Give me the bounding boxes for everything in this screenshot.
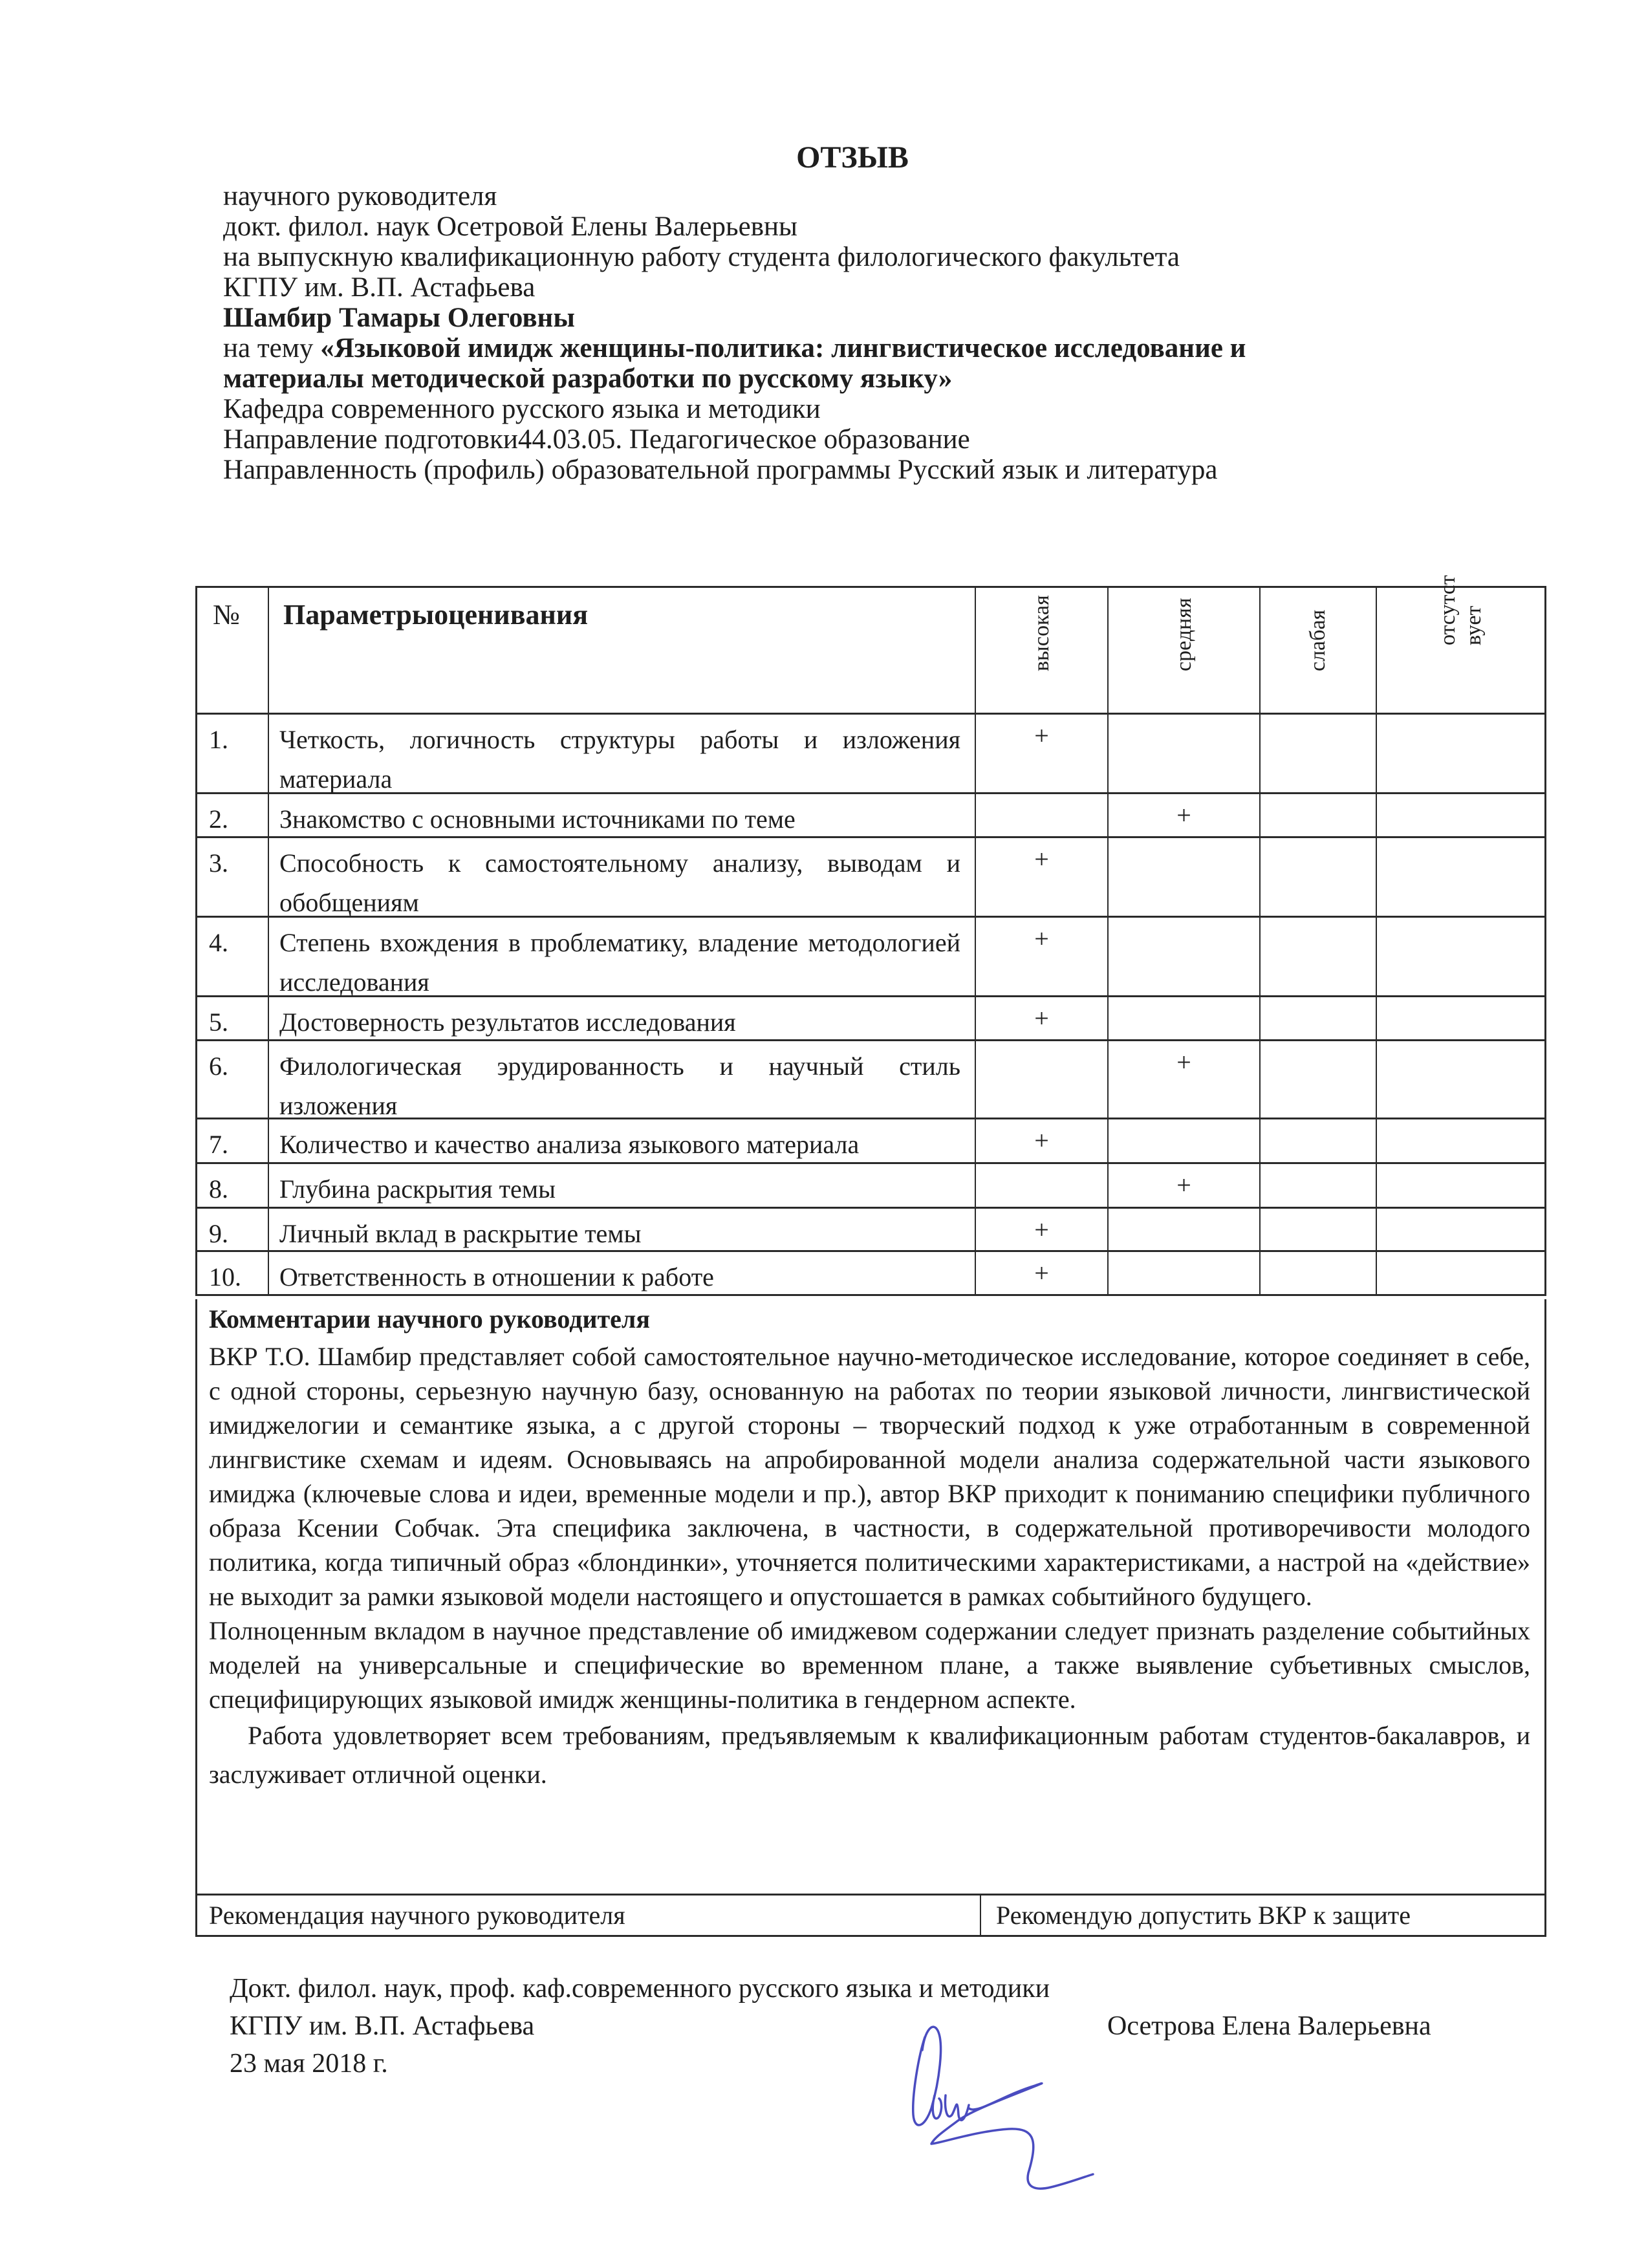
table-row — [195, 1164, 1546, 1209]
rating-cell-high — [975, 715, 1107, 792]
rating-cell-high — [975, 997, 1107, 1039]
topic-line-1 — [223, 333, 1246, 363]
row-parameter: Знакомство с основными источниками по теме — [279, 805, 796, 834]
table-row — [195, 918, 1546, 997]
header-line-university: КГПУ им. В.П. Астафьева — [223, 272, 536, 303]
rating-mark: + — [1176, 1171, 1191, 1200]
rating-cell-high — [975, 794, 1107, 836]
row-parameter: Ответственность в отношении к работе — [279, 1262, 714, 1291]
row-number: 4. — [209, 928, 228, 957]
rating-cell-medium — [1107, 794, 1259, 836]
rating-mark: + — [1176, 801, 1191, 830]
direction: Направление подготовки44.03.05. Педагогическое образование — [223, 424, 970, 455]
rating-cell-high — [975, 1041, 1107, 1118]
rating-cell-high — [975, 1164, 1107, 1207]
row-number: 5. — [209, 1008, 228, 1037]
table-row — [195, 1209, 1546, 1252]
recommendation-label: Рекомендация научного руководителя — [209, 1901, 625, 1930]
column-header-medium: средняя — [1171, 598, 1196, 671]
signer-university: КГПУ им. В.П. Астафьева — [230, 2011, 535, 2041]
row-number: 10. — [209, 1262, 241, 1291]
row-parameter: Личный вклад в раскрытие темы — [279, 1219, 642, 1248]
rating-mark: + — [1034, 1215, 1049, 1244]
row-number: 8. — [209, 1174, 228, 1204]
table-row — [195, 1119, 1546, 1164]
recommendation-divider — [980, 1895, 981, 1935]
student-name: Шамбир Тамары Олеговны — [223, 303, 575, 333]
rating-cell-high — [975, 1252, 1107, 1294]
comments-section — [195, 1299, 1546, 1895]
rating-cell-low — [1259, 794, 1376, 836]
rating-cell-high — [975, 838, 1107, 916]
rating-cell-low — [1259, 918, 1376, 995]
rating-cell-medium — [1107, 918, 1259, 995]
column-header-low: слабая — [1306, 609, 1330, 671]
rating-cell-low — [1259, 1041, 1376, 1118]
row-number: 6. — [209, 1052, 228, 1081]
table-row — [195, 997, 1546, 1041]
rating-cell-medium — [1107, 715, 1259, 792]
rating-cell-low — [1259, 1164, 1376, 1207]
rating-mark: + — [1034, 721, 1049, 750]
rating-cell-low — [1259, 715, 1376, 792]
rating-cell-absent — [1376, 1209, 1546, 1250]
rating-cell-low — [1259, 1209, 1376, 1250]
recommendation-value: Рекомендую допустить ВКР к защите — [996, 1901, 1411, 1930]
rating-cell-low — [1259, 1252, 1376, 1294]
rating-cell-absent — [1376, 715, 1546, 792]
row-parameter: Четкость, логичность структуры работы и изложения материала — [279, 725, 960, 794]
rating-cell-medium — [1107, 1164, 1259, 1207]
topic-prefix: на тему — [223, 333, 321, 363]
rating-cell-absent — [1376, 1119, 1546, 1162]
profile: Направленность (профиль) образовательной программы Русский язык и литература — [223, 455, 1218, 485]
row-parameter: Достоверность результатов исследования — [279, 1008, 736, 1037]
table-header-row — [195, 575, 1546, 715]
rating-cell-high — [975, 918, 1107, 995]
comments-heading: Комментарии научного руководителя — [209, 1304, 650, 1334]
topic-line-2: материалы методической разработки по русскому языку» — [223, 363, 953, 394]
rating-cell-low — [1259, 838, 1376, 916]
comment-paragraph-1: ВКР Т.О. Шамбир представляет собой самостоятельное научно-методическое исследование, которое соединяет в себе, с одной стороны, серьезную научную базу, основанную на работах по теории языковой личности, лингвистической имиджелогии и семантике языка, а с другой стороны – творческий подход к уже отработанным в современной лингвистике схемам и идеям. Основываясь на апробированной модели анализа содержательной части языкового имиджа (ключевые слова и идеи, временные модели и пр.), автор ВКР приходит к пониманию специфики публичного образа Ксении Собчак. Эта специфика заключена, в частности, в содержательной противоречивости молодого политика, когда типичный образ «блондинки», уточняется политическими характеристиками, а настрой на «действие» не выходит за рамки языковой модели настоящего и опустошается в рамках событийного будущего. — [209, 1342, 1530, 1611]
row-number: 7. — [209, 1130, 228, 1159]
rating-cell-absent — [1376, 918, 1546, 995]
column-header-param: Параметрыоценивания — [283, 599, 589, 631]
rating-cell-absent — [1376, 997, 1546, 1039]
signature-date: 23 мая 2018 г. — [230, 2049, 388, 2079]
rating-mark: + — [1034, 924, 1049, 953]
comment-paragraph-3: Работа удовлетворяет всем требованиям, предъявляемым к квалификационным работам студентов-бакалавров, и заслуживает отличной оценки. — [209, 1721, 1530, 1789]
rating-mark: + — [1034, 1126, 1049, 1155]
topic-title: «Языковой имидж женщины-политика: лингвистическое исследование и — [320, 333, 1246, 363]
column-header-absent: отсутст вует — [1435, 575, 1486, 645]
comment-paragraph-2: Полноценным вкладом в научное представление об имиджевом содержании следует признать разделение событийных моделей на универсальные и специфические во временном плане, а также выявление субъетивных смыслов, специфицирующих языковой имидж женщины-политика в гендерном аспекте. — [209, 1616, 1530, 1714]
row-number: 2. — [209, 805, 228, 834]
table-row — [195, 794, 1546, 838]
rating-mark: + — [1034, 1004, 1049, 1033]
column-header-num: № — [213, 599, 240, 631]
rating-cell-absent — [1376, 1041, 1546, 1118]
comments-body — [209, 1339, 1530, 1794]
row-number: 1. — [209, 725, 228, 754]
rating-cell-absent — [1376, 794, 1546, 836]
rating-cell-medium — [1107, 1119, 1259, 1162]
rating-cell-absent — [1376, 838, 1546, 916]
rating-mark: + — [1034, 845, 1049, 874]
rating-mark: + — [1176, 1048, 1191, 1077]
row-number: 3. — [209, 848, 228, 878]
header-line-work: на выпускную квалификационную работу студента филологического факультета — [223, 242, 1180, 272]
rating-cell-absent — [1376, 1164, 1546, 1207]
rating-cell-high — [975, 1209, 1107, 1250]
header-line-degree: докт. филол. наук Осетровой Елены Валерьевны — [223, 211, 797, 242]
row-parameter: Глубина раскрытия темы — [279, 1174, 556, 1204]
row-parameter: Филологическая эрудированность и научный стиль изложения — [279, 1052, 960, 1120]
rating-cell-medium — [1107, 1041, 1259, 1118]
rating-cell-medium — [1107, 1209, 1259, 1250]
handwritten-signature-icon — [899, 2018, 1112, 2199]
row-parameter: Количество и качество анализа языкового материала — [279, 1130, 860, 1159]
header-line-supervisor: научного руководителя — [223, 181, 497, 211]
table-row — [195, 1252, 1546, 1296]
signer-position: Докт. филол. наук, проф. каф.современного русского языка и методики — [230, 1974, 1050, 2003]
rating-cell-medium — [1107, 838, 1259, 916]
column-header-high: высокая — [1029, 595, 1054, 671]
table-row — [195, 715, 1546, 794]
rating-mark: + — [1034, 1258, 1049, 1288]
row-parameter: Степень вхождения в проблематику, владение методологией исследования — [279, 928, 960, 997]
rating-cell-low — [1259, 1119, 1376, 1162]
rating-cell-absent — [1376, 1252, 1546, 1294]
rating-cell-high — [975, 1119, 1107, 1162]
row-parameter: Способность к самостоятельному анализу, выводам и обобщениям — [279, 848, 960, 917]
document-title: ОТЗЫВ — [796, 140, 909, 175]
rating-cell-medium — [1107, 1252, 1259, 1294]
row-number: 9. — [209, 1219, 228, 1248]
recommendation-row — [195, 1895, 1546, 1937]
department: Кафедра современного русского языка и методики — [223, 394, 821, 424]
rating-cell-low — [1259, 997, 1376, 1039]
signer-name: Осетрова Елена Валерьевна — [1107, 2011, 1431, 2041]
table-row — [195, 838, 1546, 918]
table-row — [195, 1041, 1546, 1119]
rating-cell-medium — [1107, 997, 1259, 1039]
